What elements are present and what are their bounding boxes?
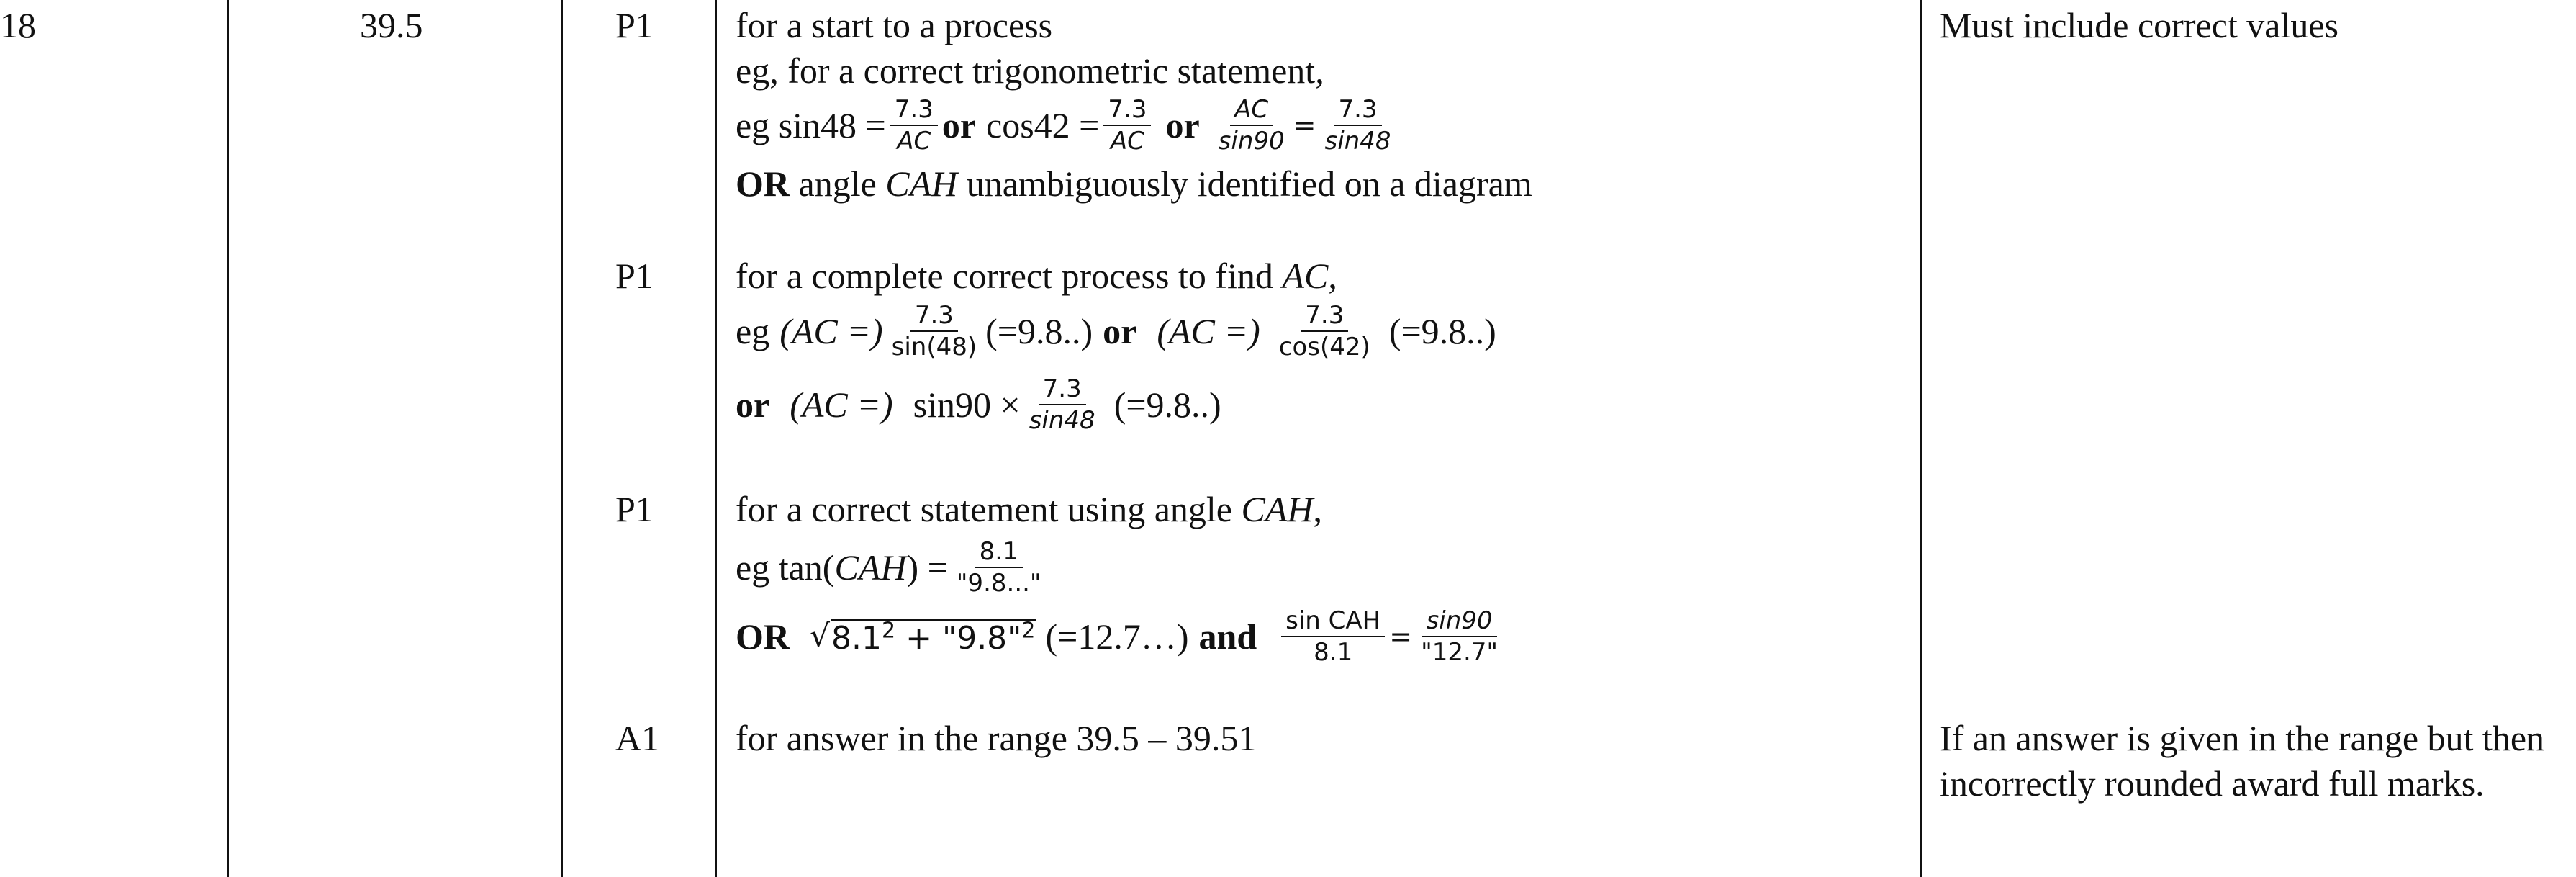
fraction: [1281, 606, 1385, 668]
text-span: ,: [1328, 256, 1337, 296]
equation-result: (=9.8..): [1388, 311, 1496, 351]
column-divider: [227, 0, 229, 877]
text-span: ,: [1313, 489, 1322, 529]
fraction-numerator: 7.3: [890, 94, 938, 127]
or-keyword: or: [736, 384, 770, 425]
fraction-numerator: sin90: [1422, 606, 1497, 638]
fraction: [887, 300, 982, 363]
or-keyword: OR: [736, 616, 790, 657]
fraction-denominator: sin90: [1218, 127, 1285, 156]
fraction-denominator: sin48: [1029, 406, 1095, 435]
or-keyword: OR: [736, 163, 790, 204]
eg-text: ) =: [906, 547, 948, 588]
root-sign: √: [810, 618, 831, 655]
comment-text: Must include correct values: [1940, 5, 2338, 45]
exponent: 2: [1021, 617, 1036, 643]
eg-text: eg: [736, 311, 770, 351]
equation-result: (=9.8..): [1113, 384, 1221, 425]
fraction-denominator: 8.1: [1314, 638, 1353, 667]
fraction-numerator: 7.3: [1103, 94, 1151, 127]
fraction: [952, 536, 1046, 599]
fraction: [1103, 94, 1151, 157]
equals-sign: =: [1389, 621, 1413, 652]
square-root: [810, 619, 1036, 655]
mark-equation-line: [736, 89, 1399, 161]
fraction: [890, 94, 938, 157]
equation-result: (=9.8..): [985, 311, 1093, 351]
radicand-term: + "9.8": [895, 619, 1022, 657]
mark-equation-line: [736, 531, 1050, 603]
fraction-numerator: 7.3: [910, 300, 958, 333]
eg-text: cos42 =: [986, 105, 1100, 145]
fraction-numerator: AC: [1230, 94, 1273, 127]
mark-description: eg, for a correct trigonometric statement,: [736, 50, 1324, 91]
column-divider: [715, 0, 717, 877]
variable: AC: [1282, 256, 1329, 296]
variable: CAH: [834, 547, 907, 588]
mark-description: [736, 163, 1532, 204]
text-span: unambiguously identified on a diagram: [957, 163, 1532, 204]
mark-code: P1: [615, 489, 654, 529]
equation-lhs: (AC =): [779, 311, 883, 351]
fraction-denominator: "9.8...": [956, 569, 1041, 598]
column-divider: [561, 0, 563, 877]
or-keyword: or: [941, 105, 977, 145]
radicand-term: 8.1: [831, 619, 882, 657]
comment-text: If an answer is given in the range but then incorrectly rounded award full marks.: [1940, 718, 2545, 804]
text-span: angle: [790, 163, 886, 204]
mark-code: P1: [615, 256, 654, 296]
eg-text: eg tan(: [736, 547, 835, 588]
fraction: [1275, 300, 1375, 363]
mark-code: P1: [615, 5, 654, 45]
fraction: [1321, 94, 1396, 157]
equals-sign: =: [1293, 109, 1316, 141]
fraction: [1416, 606, 1502, 668]
mark-equation-line: [736, 369, 1221, 441]
text-span: for a complete correct process to find: [736, 256, 1283, 296]
or-keyword: or: [1165, 105, 1200, 145]
fraction-numerator: 7.3: [1334, 94, 1381, 127]
equation-lhs: (AC =): [1157, 311, 1260, 351]
and-keyword: and: [1198, 616, 1257, 657]
mark-description: for answer in the range 39.5 – 39.51: [736, 718, 1257, 758]
eg-text: eg sin48 =: [736, 105, 886, 145]
equation-term: sin90 ×: [913, 384, 1021, 425]
fraction-numerator: 7.3: [1039, 374, 1086, 406]
fraction-numerator: 7.3: [1301, 300, 1348, 333]
variable: CAH: [1241, 489, 1314, 529]
fraction: [1214, 94, 1289, 157]
fraction-numerator: 8.1: [975, 536, 1023, 569]
column-divider: [1920, 0, 1922, 877]
question-number: 18: [0, 5, 36, 45]
equation-lhs: (AC =): [790, 384, 893, 425]
fraction-denominator: cos(42): [1278, 333, 1370, 361]
exponent: 2: [882, 617, 896, 643]
fraction: [1025, 374, 1100, 436]
mark-description: [736, 491, 1322, 527]
answer-value: 39.5: [360, 5, 423, 45]
text-span: for a correct statement using angle: [736, 489, 1242, 529]
equation-result: (=12.7…): [1045, 616, 1189, 657]
mark-description: for a start to a process: [736, 5, 1053, 45]
mark-equation-line: [736, 601, 1506, 673]
mark-equation-line: [736, 295, 1496, 367]
variable: CAH: [885, 163, 958, 204]
radicand: [831, 619, 1035, 655]
fraction-denominator: sin48: [1324, 127, 1391, 156]
mark-code: A1: [615, 718, 660, 758]
fraction-denominator: "12.7": [1421, 638, 1499, 667]
mark-description: [736, 258, 1337, 294]
fraction-numerator: sin CAH: [1281, 606, 1385, 638]
or-keyword: or: [1103, 311, 1137, 351]
fraction-denominator: AC: [897, 127, 931, 156]
fraction-denominator: AC: [1110, 127, 1144, 156]
fraction-denominator: sin(48): [891, 333, 977, 361]
